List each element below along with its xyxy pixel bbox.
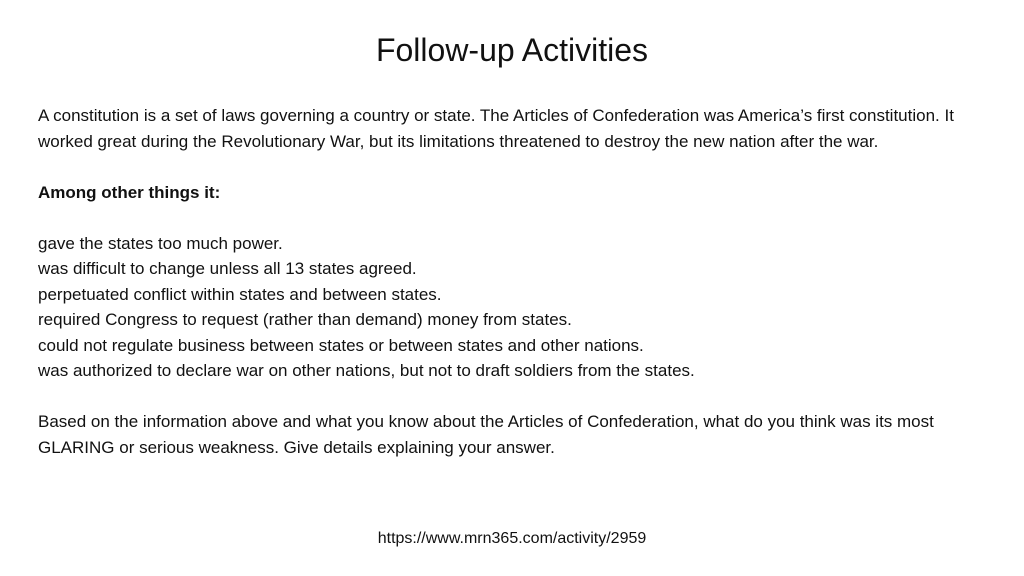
- slide-content: [38, 103, 1013, 460]
- spacer: [38, 154, 1013, 180]
- slide-title: Follow-up Activities: [375, 32, 649, 68]
- question-paragraph: Based on the information above and what you know about the Articles of Confederation, what do you think was its most GLARING or serious weakness. Give details explaining your answer.: [38, 412, 934, 457]
- spacer: [38, 205, 1013, 231]
- spacer: [38, 384, 1013, 410]
- weakness-list: [38, 231, 1013, 384]
- intro-paragraph: A constitution is a set of laws governing a country or state. The Articles of Confederation was America’s first constitution. It worked great during the Revolutionary War, but its limitations threatened to destroy the new nation after the war.: [38, 106, 954, 151]
- list-item: perpetuated conflict within states and between states.: [38, 284, 442, 304]
- list-item: was difficult to change unless all 13 states agreed.: [38, 259, 417, 278]
- list-item: gave the states too much power.: [38, 233, 283, 253]
- list-item: could not regulate business between states or between states and other nations.: [38, 335, 644, 355]
- list-heading: Among other things it:: [38, 182, 221, 202]
- footer-url: https://www.mrn365.com/activity/2959: [377, 530, 647, 547]
- list-item: was authorized to declare war on other nations, but not to draft soldiers from the states.: [38, 361, 695, 380]
- list-item: required Congress to request (rather than demand) money from states.: [38, 310, 572, 329]
